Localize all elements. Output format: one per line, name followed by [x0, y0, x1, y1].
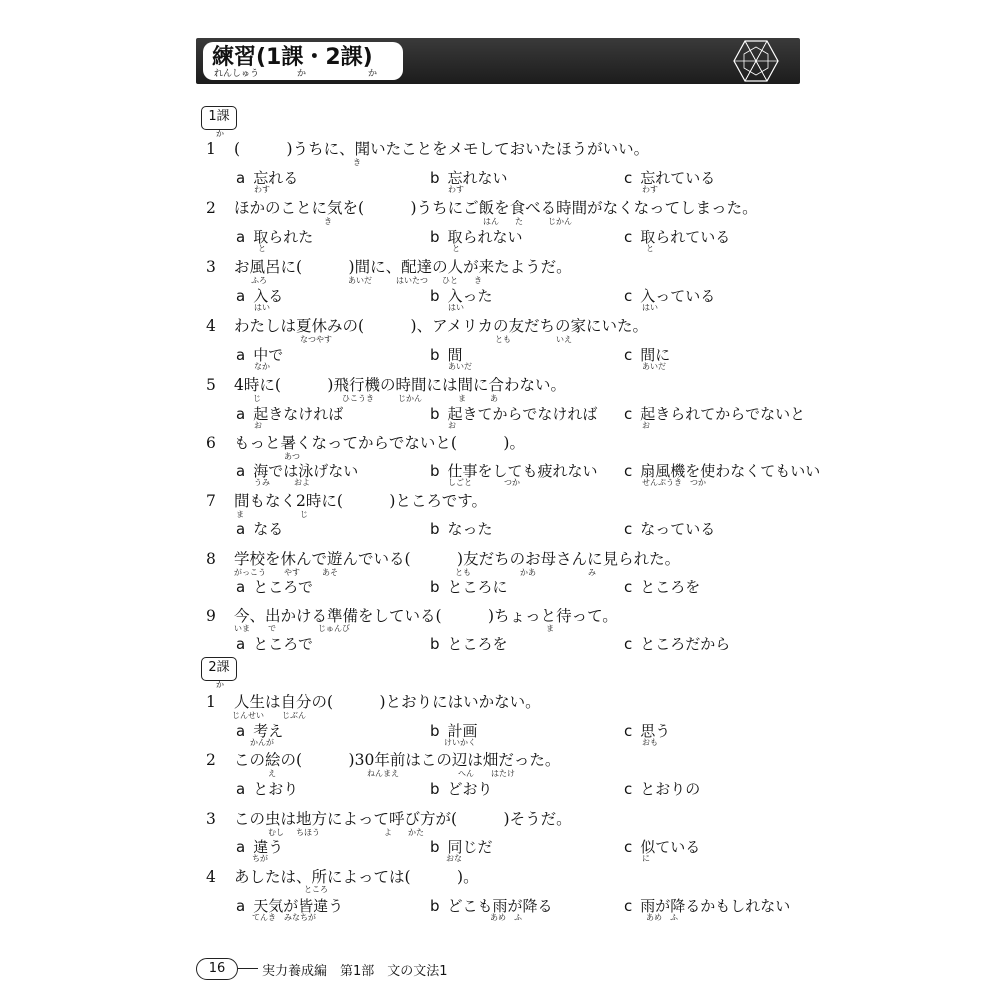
option-1-6-b[interactable]: b 仕事をしても疲れない — [430, 462, 598, 480]
question-1-5: 5 4時に( )飛行機の時間には間に合わない。 — [206, 376, 566, 394]
option-2-2-b[interactable]: b どおり — [430, 780, 493, 798]
ruby: はいたつ — [396, 276, 428, 285]
ruby: がっこう — [234, 568, 266, 577]
question-1-4: 4 わたしは夏休みの( )、アメリカの友だちの家にいた。 — [206, 317, 649, 335]
ruby: かた — [408, 828, 424, 837]
ruby: じぶん — [282, 711, 306, 720]
ruby: かんが — [250, 738, 274, 747]
ruby: と — [452, 244, 460, 253]
option-1-9-c[interactable]: c ところだから — [624, 635, 731, 653]
question-1-8: 8 学校を休んで遊んでいる( )友だちのお母さんに見られた。 — [206, 550, 681, 568]
asanoha-pattern-icon — [733, 40, 779, 82]
page-title: 練習(1課・2課) — [212, 45, 373, 70]
ruby: しごと つか — [448, 478, 520, 487]
ruby: じゅんび — [318, 624, 350, 633]
question-1-7: 7 間もなく2時に( )ところです。 — [206, 492, 488, 510]
ruby: せんぷうき つか — [642, 478, 706, 487]
question-2-4: 4 あしたは、所によっては( )。 — [206, 868, 479, 886]
option-1-5-b[interactable]: b 起きてからでなければ — [430, 405, 598, 423]
footer-divider — [238, 968, 258, 969]
ruby: けいかく — [444, 738, 476, 747]
ruby: あそ — [322, 568, 338, 577]
ruby: はい — [254, 303, 270, 312]
ruby: あつ — [284, 452, 300, 461]
option-1-2-a[interactable]: a 取られた — [236, 228, 314, 246]
ruby: はい — [448, 303, 464, 312]
option-1-3-c[interactable]: c 入っている — [624, 287, 716, 305]
ruby: はい — [642, 303, 658, 312]
option-1-6-c[interactable]: c 扇風機を使わなくてもいい — [624, 462, 821, 480]
ruby: ま — [236, 510, 244, 519]
option-2-4-a[interactable]: a 天気が皆違う — [236, 897, 344, 915]
ruby: なつやす — [300, 335, 332, 344]
question-2-3: 3 この虫は地方によって呼び方が( )そうだ。 — [206, 810, 572, 828]
ruby: じかん — [398, 394, 422, 403]
option-1-6-a[interactable]: a 海では泳げない — [236, 462, 359, 480]
question-1-9: 9 今、出かける準備をしている( )ちょっと待って。 — [206, 607, 618, 625]
ruby: じ — [253, 394, 261, 403]
option-2-3-c[interactable]: c 似ている — [624, 838, 701, 856]
ruby: じかん — [548, 217, 572, 226]
ruby: はん — [483, 217, 499, 226]
ruby: いま — [234, 624, 250, 633]
option-1-4-b[interactable]: b 間 — [430, 346, 463, 364]
ruby: き — [353, 158, 361, 167]
ruby: はたけ — [491, 769, 515, 778]
ruby: お — [642, 421, 650, 430]
ruby: で — [268, 624, 276, 633]
ruby: じ — [300, 510, 308, 519]
ruby: むし — [268, 828, 284, 837]
ruby: なか — [254, 362, 270, 371]
ruby: あいだ — [448, 362, 472, 371]
section-label-1: 1課 — [201, 106, 237, 130]
option-2-1-b[interactable]: b 計画 — [430, 722, 478, 740]
ruby: かあ — [520, 568, 536, 577]
option-1-8-c[interactable]: c ところを — [624, 578, 701, 596]
ruby: ねんまえ — [367, 769, 399, 778]
question-1-2: 2 ほかのことに気を( )うちにご飯を食べる時間がなくなってしまった。 — [206, 199, 758, 217]
option-1-8-a[interactable]: a ところで — [236, 578, 314, 596]
section-ruby-2: か — [216, 680, 224, 689]
option-1-5-c[interactable]: c 起きられてからでないと — [624, 405, 806, 423]
option-2-4-c[interactable]: c 雨が降るかもしれない — [624, 897, 791, 915]
ruby: ちほう — [296, 828, 320, 837]
option-1-9-a[interactable]: a ところで — [236, 635, 314, 653]
ruby: ま — [458, 394, 466, 403]
title-ruby-2: か — [297, 69, 307, 79]
question-1-3: 3 お風呂に( )間に、配達の人が来たようだ。 — [206, 258, 572, 276]
ruby: おな — [446, 854, 462, 863]
ruby: お — [254, 421, 262, 430]
ruby: じんせい — [232, 711, 264, 720]
option-1-7-a[interactable]: a なる — [236, 520, 284, 538]
ruby: わす — [642, 185, 658, 194]
ruby: やす — [284, 568, 300, 577]
ruby: よ — [384, 828, 392, 837]
title-ruby-3: か — [368, 69, 378, 79]
option-1-5-a[interactable]: a 起きなければ — [236, 405, 344, 423]
ruby: わす — [254, 185, 270, 194]
option-1-1-b[interactable]: b 忘れない — [430, 169, 508, 187]
ruby: わす — [448, 185, 464, 194]
option-2-1-a[interactable]: a 考え — [236, 722, 284, 740]
option-1-4-c[interactable]: c 間に — [624, 346, 671, 364]
title-ruby-1: れんしゅう — [214, 69, 260, 79]
section-ruby-1: か — [216, 129, 224, 138]
ruby: いえ — [556, 335, 572, 344]
ruby: き — [474, 276, 482, 285]
option-2-1-c[interactable]: c 思う — [624, 722, 671, 740]
option-1-2-b[interactable]: b 取られない — [430, 228, 523, 246]
ruby: ひこうき — [342, 394, 374, 403]
ruby: ちが — [252, 854, 268, 863]
ruby: あいだ — [348, 276, 372, 285]
page-number: 16 — [196, 958, 238, 980]
ruby: あいだ — [642, 362, 666, 371]
ruby: あ — [490, 394, 498, 403]
question-1-6: 6 もっと暑くなってからでないと( )。 — [206, 434, 525, 452]
ruby: え — [268, 769, 276, 778]
ruby: おも — [642, 738, 658, 747]
ruby: と — [258, 244, 266, 253]
question-1-1: 1 ( )うちに、聞いたことをメモしておいたほうがいい。 — [206, 140, 650, 158]
option-1-1-a[interactable]: a 忘れる — [236, 169, 299, 187]
option-1-7-c[interactable]: c なっている — [624, 520, 716, 538]
ruby: あめ ふ — [646, 913, 678, 922]
option-2-2-c[interactable]: c とおりの — [624, 780, 701, 798]
ruby: うみ およ — [254, 478, 310, 487]
ruby: へん — [458, 769, 474, 778]
option-1-7-b[interactable]: b なった — [430, 520, 493, 538]
ruby: とも — [495, 335, 511, 344]
option-2-4-b[interactable]: b どこも雨が降る — [430, 897, 553, 915]
question-2-2: 2 この絵の( )30年前はこの辺は畑だった。 — [206, 751, 561, 769]
option-1-8-b[interactable]: b ところに — [430, 578, 508, 596]
ruby: ひと — [442, 276, 458, 285]
option-2-3-a[interactable]: a 違う — [236, 838, 284, 856]
option-1-2-c[interactable]: c 取られている — [624, 228, 731, 246]
ruby: み — [588, 568, 596, 577]
ruby: た — [515, 217, 523, 226]
option-2-3-b[interactable]: b 同じだ — [430, 838, 493, 856]
question-2-1: 1 人生は自分の( )とおりにはいかない。 — [206, 693, 541, 711]
ruby: に — [642, 854, 650, 863]
ruby: き — [324, 217, 332, 226]
option-1-9-b[interactable]: b ところを — [430, 635, 508, 653]
option-1-4-a[interactable]: a 中で — [236, 346, 284, 364]
option-1-3-b[interactable]: b 入った — [430, 287, 493, 305]
ruby: てんき みなちが — [252, 913, 316, 922]
section-label-2: 2課 — [201, 657, 237, 681]
option-1-3-a[interactable]: a 入る — [236, 287, 284, 305]
ruby: お — [448, 421, 456, 430]
ruby: とも — [455, 568, 471, 577]
ruby: ま — [546, 624, 554, 633]
ruby: ふろ — [251, 276, 267, 285]
option-2-2-a[interactable]: a とおり — [236, 780, 299, 798]
ruby: あめ ふ — [490, 913, 522, 922]
option-1-1-c[interactable]: c 忘れている — [624, 169, 716, 187]
ruby: ところ — [304, 885, 328, 894]
footer-chapter-text: 実力養成編 第1部 文の文法1 — [262, 964, 448, 979]
ruby: と — [646, 244, 654, 253]
